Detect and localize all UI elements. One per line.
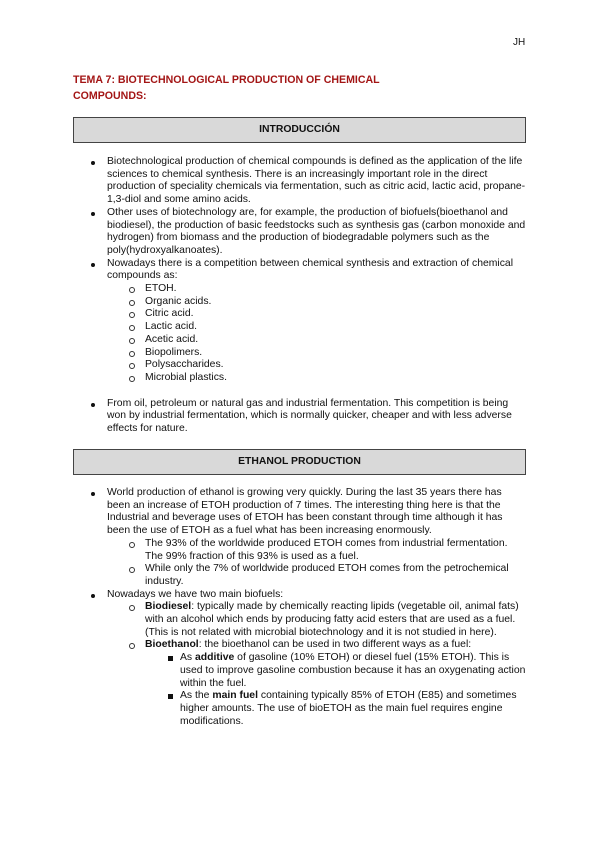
section-heading-introduccion: INTRODUCCIÓN	[73, 117, 526, 143]
bullet-list-level-2	[107, 283, 526, 385]
list-item	[78, 639, 526, 728]
list-item-text: Nowadays there is a competition between chemical synthesis and extraction of chemical compounds as:	[107, 257, 514, 282]
list-item-text: As	[180, 652, 196, 664]
list-item-text: Polysaccharides.	[145, 359, 224, 371]
list-item-text: Biotechnological production of chemical compounds is defined as the application of the life sciences to chemical synthesis. There is an increasingly important role in the direct production of speciality chemicals via fermentation, such as citric acid, lactic acid, propane-1,3-diol and some amino acids.	[107, 156, 526, 206]
list-item	[78, 258, 526, 385]
list-item	[78, 398, 526, 436]
list-item	[78, 308, 526, 321]
list-item	[78, 538, 526, 563]
list-item-text: From oil, petroleum or natural gas and industrial fermentation. This competition is being won by industrial fermentation, which is normally quicker, cheaper and with less adverse effects for nature.	[107, 397, 512, 435]
list-item-text: Organic acids.	[145, 295, 212, 307]
list-item-text: : typically made by chemically reacting lipids (vegetable oil, animal fats) with an alcohol which ends by producing fatty acid esters that are used as a fuel. (This is not related with microbial biotechnology and it is not studied in here).	[145, 601, 519, 638]
list-item	[78, 334, 526, 347]
list-item	[78, 207, 526, 258]
bullet-list-level-1	[78, 156, 526, 436]
bullet-list-level-2	[107, 538, 526, 589]
bullet-list-level-1	[78, 487, 526, 728]
list-item	[78, 487, 526, 589]
list-item-text: Biopolimers.	[145, 346, 203, 358]
bold-term: Biodiesel	[145, 601, 192, 613]
list-item	[78, 359, 526, 372]
header-initials: JH	[513, 37, 526, 48]
list-item	[78, 296, 526, 309]
bold-term: main fuel	[212, 690, 258, 702]
list-item-text: ETOH.	[145, 283, 177, 295]
bold-term: additive	[195, 652, 235, 664]
list-item	[78, 652, 526, 690]
list-item-text: containing typically 85% of ETOH (E85) and sometimes higher amounts. The use of bioETOH as the main fuel requires engine modifications.	[180, 690, 517, 727]
bold-term: Bioethanol	[145, 639, 199, 651]
list-item-text: Nowadays we have two main biofuels:	[107, 588, 284, 600]
list-item-text: Citric acid.	[145, 308, 194, 320]
list-item	[78, 347, 526, 360]
list-item-text: : the bioethanol can be used in two different ways as a fuel:	[198, 639, 472, 651]
list-item	[78, 601, 526, 639]
document-title: TEMA 7: BIOTECHNOLOGICAL PRODUCTION OF CHEMICAL COMPOUNDS:	[73, 74, 380, 102]
list-item	[78, 563, 526, 588]
list-item	[78, 283, 526, 296]
list-item-text: While only the 7% of worldwide produced ETOH comes from the petrochemical industry.	[145, 563, 509, 587]
list-item-text: Lactic acid.	[145, 321, 197, 333]
list-item-text: of gasoline (10% ETOH) or diesel fuel (15% ETOH). This is used to improve gasoline combustion because it has an oxygenating action within the fuel.	[180, 652, 526, 689]
list-item	[78, 690, 526, 728]
list-item	[78, 321, 526, 334]
section-ethanol-body	[78, 487, 526, 728]
bullet-list-level-3	[145, 652, 526, 728]
bullet-list-level-2	[107, 601, 526, 728]
section-heading-ethanol-production: ETHANOL PRODUCTION	[73, 449, 526, 475]
section-introduccion-body	[78, 156, 526, 436]
list-item-text: Other uses of biotechnology are, for example, the production of biofuels(bioethanol and biodiesel), the production of basic feedstocks such as synthesis gas (carbon monoxide and hydrogen) from biomass and the production of biodegradable polymers such as the poly(hydroxyalkanoates).	[107, 206, 526, 256]
list-item	[78, 156, 526, 207]
list-item	[78, 589, 526, 729]
spacer	[78, 385, 526, 398]
list-item	[78, 372, 526, 385]
list-item-text: Microbial plastics.	[145, 371, 227, 383]
list-item-text: Acetic acid.	[145, 333, 199, 345]
list-item-text: As the	[180, 690, 213, 702]
list-item-text: World production of ethanol is growing very quickly. During the last 35 years there has been an increase of ETOH production of 7 times. The interesting thing here is that the Industrial and beverage uses of ETOH has been constant through time although it has been the use of ETOH as a fuel what has been increasing enormously.	[107, 487, 503, 537]
list-item-text: The 93% of the worldwide produced ETOH comes from industrial fermentation. The 99% fraction of this 93% is used as a fuel.	[145, 537, 508, 562]
